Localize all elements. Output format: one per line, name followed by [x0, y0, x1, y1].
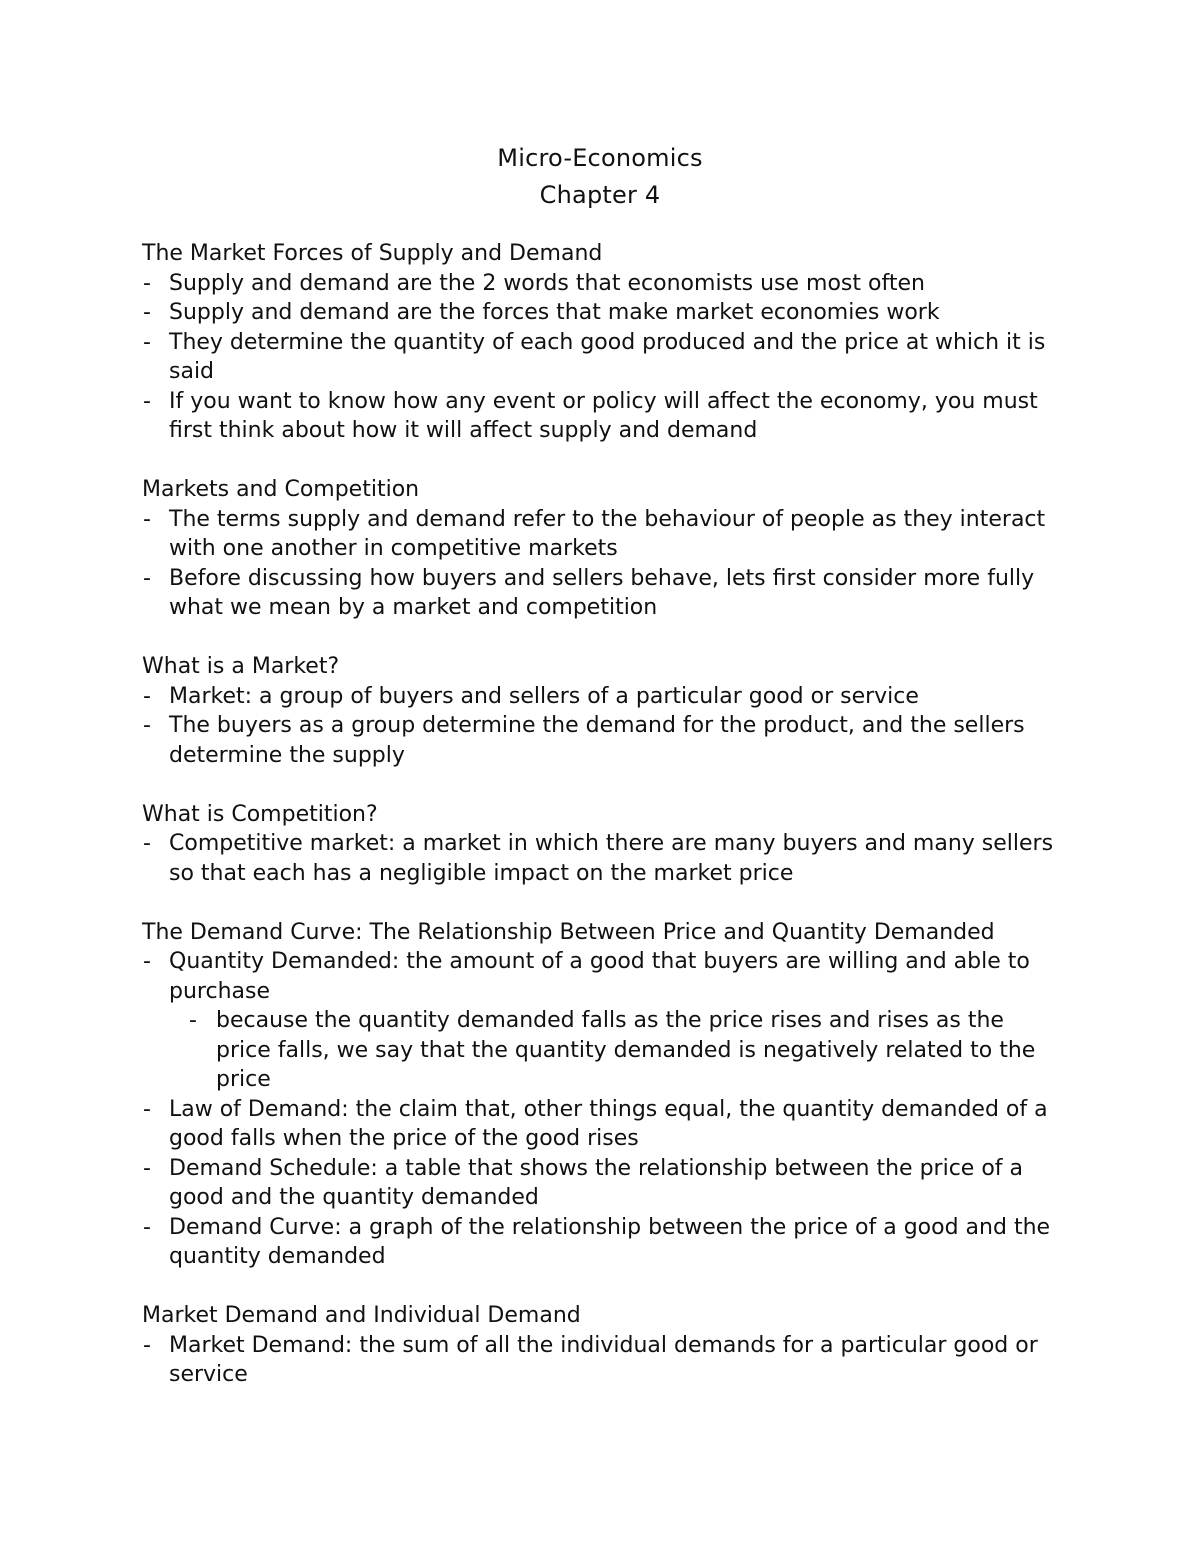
section-heading: The Demand Curve: The Relationship Between Price and Quantity Demanded [142, 919, 995, 945]
list-item: - They determine the quantity of each good produced and the price at which it is said [142, 328, 1062, 387]
list-item: - The buyers as a group determine the demand for the product, and the sellers determine the supply [142, 711, 1062, 770]
title-block [0, 140, 1200, 214]
list-item: - Law of Demand: the claim that, other things equal, the quantity demanded of a good falls when the price of the good rises [142, 1095, 1062, 1154]
section-what-is-market [142, 652, 1062, 770]
list-item: - Market: a group of buyers and sellers of a particular good or service [142, 682, 1062, 712]
list-item: - Competitive market: a market in which there are many buyers and many sellers so that each has a negligible impact on the market price [142, 829, 1062, 888]
bullet-list [142, 829, 1062, 888]
list-item: - Supply and demand are the 2 words that economists use most often [142, 269, 1062, 299]
list-item: - Market Demand: the sum of all the individual demands for a particular good or service [142, 1331, 1062, 1390]
section-market-demand [142, 1301, 1062, 1390]
section-supply-demand [142, 239, 1062, 446]
section-heading: Markets and Competition [142, 477, 420, 502]
sub-list-item: - because the quantity demanded falls as the price rises and rises as the price falls, we say that the quantity demanded is negatively related to the price [142, 1006, 1062, 1095]
bullet-list [142, 682, 1062, 771]
list-item: - Demand Schedule: a table that shows the relationship between the price of a good and the quantity demanded [142, 1154, 1062, 1213]
page-title: Micro-Economics [497, 144, 703, 172]
document-body [142, 239, 1062, 1419]
section-heading: What is a Market? [142, 654, 340, 679]
page-subtitle: Chapter 4 [539, 181, 661, 209]
section-heading: What is Competition? [142, 801, 378, 827]
list-item: - Before discussing how buyers and sellers behave, lets first consider more fully what we mean by a market and competition [142, 564, 1062, 623]
bullet-list [142, 1331, 1062, 1390]
section-demand-curve [142, 918, 1062, 1272]
section-heading: Market Demand and Individual Demand [142, 1303, 581, 1328]
bullet-list [142, 947, 1062, 1272]
list-item: - Quantity Demanded: the amount of a good that buyers are willing and able to purchase [142, 947, 1062, 1006]
section-what-is-competition [142, 800, 1062, 889]
bullet-list [142, 269, 1062, 446]
list-item: - Supply and demand are the forces that make market economies work [142, 298, 1062, 328]
list-item: - Demand Curve: a graph of the relationship between the price of a good and the quantity demanded [142, 1213, 1062, 1272]
list-item: - If you want to know how any event or policy will affect the economy, you must first think about how it will affect supply and demand [142, 387, 1062, 446]
bullet-list [142, 505, 1062, 623]
section-heading: The Market Forces of Supply and Demand [142, 241, 603, 266]
list-item: - The terms supply and demand refer to the behaviour of people as they interact with one another in competitive markets [142, 505, 1062, 564]
section-markets-competition [142, 475, 1062, 623]
